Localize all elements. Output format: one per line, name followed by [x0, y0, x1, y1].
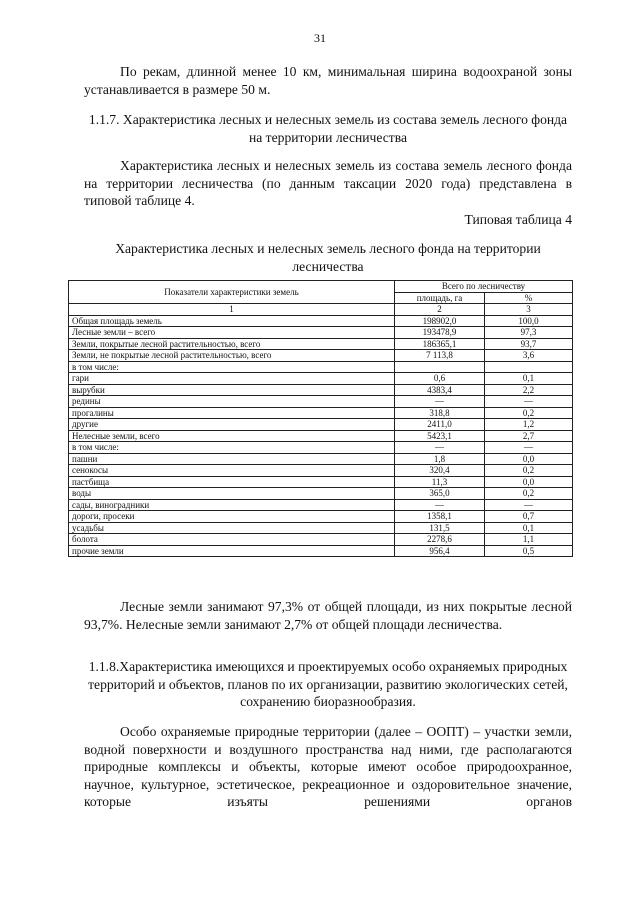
- row-pct: 0,0: [485, 453, 573, 465]
- row-label: Земли, не покрытые лесной растительностью, всего: [69, 350, 395, 362]
- row-label: другие: [69, 419, 395, 431]
- header-indicator: Показатели характеристики земель: [69, 281, 395, 304]
- row-label: прогалины: [69, 407, 395, 419]
- row-pct: 0,2: [485, 407, 573, 419]
- table-row: [69, 396, 573, 408]
- row-area: 320,4: [395, 465, 485, 477]
- row-label: в том числе:: [69, 442, 395, 454]
- row-area: 318,8: [395, 407, 485, 419]
- row-label: вырубки: [69, 384, 395, 396]
- row-pct: 0,1: [485, 373, 573, 385]
- section-heading-1-1-8: 1.1.8.Характеристика имеющихся и проектируемых особо охраняемых природных территорий и объектов, планов по их организации, развитию экологических сетей, сохранению биоразнообразия.: [88, 659, 568, 709]
- table-row: [69, 465, 573, 477]
- column-number-3: 3: [485, 304, 573, 316]
- row-area: 956,4: [395, 545, 485, 557]
- table-row: [69, 488, 573, 500]
- row-pct: 0,7: [485, 511, 573, 523]
- table-row: [69, 522, 573, 534]
- table-row: [69, 545, 573, 557]
- row-pct: 0,2: [485, 488, 573, 500]
- row-pct: 2,2: [485, 384, 573, 396]
- row-pct: 97,3: [485, 327, 573, 339]
- row-area: 186365,1: [395, 338, 485, 350]
- row-area: 11,3: [395, 476, 485, 488]
- row-label: Земли, покрытые лесной растительностью, всего: [69, 338, 395, 350]
- table-row: [69, 315, 573, 327]
- row-area: —: [395, 442, 485, 454]
- row-area: —: [395, 396, 485, 408]
- table-row: [69, 419, 573, 431]
- column-number-1: 1: [69, 304, 395, 316]
- row-pct: 2,7: [485, 430, 573, 442]
- table-column-numbers-row: [69, 304, 573, 316]
- table-row: [69, 453, 573, 465]
- table-row: [69, 373, 573, 385]
- row-pct: —: [485, 499, 573, 511]
- row-label: болота: [69, 534, 395, 546]
- table-row: [69, 384, 573, 396]
- table-body: [69, 315, 573, 557]
- table-row: [69, 430, 573, 442]
- header-area: площадь, га: [395, 292, 485, 304]
- row-area: 5423,1: [395, 430, 485, 442]
- table-header-row: [69, 281, 573, 293]
- land-characteristics-table: [68, 280, 573, 557]
- row-pct: 3,6: [485, 350, 573, 362]
- row-label: Нелесные земли, всего: [69, 430, 395, 442]
- row-area: 198902,0: [395, 315, 485, 327]
- column-number-2: 2: [395, 304, 485, 316]
- row-area: [395, 361, 485, 373]
- table-row: [69, 407, 573, 419]
- row-area: 131,5: [395, 522, 485, 534]
- row-pct: [485, 361, 573, 373]
- row-area: 193478,9: [395, 327, 485, 339]
- table-row: [69, 499, 573, 511]
- table-row: [69, 442, 573, 454]
- row-pct: 0,2: [485, 465, 573, 477]
- row-area: 0,6: [395, 373, 485, 385]
- paragraph-protected-areas: Особо охраняемые природные территории (далее – ООПТ) – участки земли, водной поверхности и воздушного пространства над ними, где располагаются природные комплексы и объекты, которые имеют особое природоохранное, научное, культурное, эстетическое, рекреационное и оздоровительное значение, которые изъяты решениями органов: [84, 724, 572, 809]
- row-pct: 0,1: [485, 522, 573, 534]
- table-row: [69, 511, 573, 523]
- row-area: 2411,0: [395, 419, 485, 431]
- table-label: Типовая таблица 4: [464, 212, 572, 227]
- table-row: [69, 327, 573, 339]
- row-label: в том числе:: [69, 361, 395, 373]
- row-label: сенокосы: [69, 465, 395, 477]
- paragraph-forest-share: Лесные земли занимают 97,3% от общей площади, из них покрытые лесной 93,7%. Нелесные земли занимают 2,7% от общей площади лесничества.: [84, 599, 572, 632]
- row-pct: 1,2: [485, 419, 573, 431]
- table-row: [69, 534, 573, 546]
- row-label: дороги, просеки: [69, 511, 395, 523]
- row-area: 2278,6: [395, 534, 485, 546]
- paragraph-table-intro: Характеристика лесных и нелесных земель из состава земель лесного фонда на территории лесничества (по данным таксации 2020 года) представлена в типовой таблице 4.: [84, 158, 572, 208]
- table-row: [69, 350, 573, 362]
- row-label: пашни: [69, 453, 395, 465]
- table-row: [69, 476, 573, 488]
- row-label: гари: [69, 373, 395, 385]
- row-area: 1358,1: [395, 511, 485, 523]
- row-label: сады, виноградники: [69, 499, 395, 511]
- row-area: 4383,4: [395, 384, 485, 396]
- row-pct: 100,0: [485, 315, 573, 327]
- table-title: Характеристика лесных и нелесных земель лесного фонда на территории лесничества: [115, 241, 541, 274]
- row-label: Общая площадь земель: [69, 315, 395, 327]
- row-pct: —: [485, 442, 573, 454]
- row-pct: 0,0: [485, 476, 573, 488]
- row-label: усадьбы: [69, 522, 395, 534]
- header-total: Всего по лесничеству: [395, 281, 573, 293]
- row-pct: 93,7: [485, 338, 573, 350]
- row-area: —: [395, 499, 485, 511]
- row-label: пастбища: [69, 476, 395, 488]
- header-pct: %: [485, 292, 573, 304]
- row-label: Лесные земли – всего: [69, 327, 395, 339]
- row-pct: 1,1: [485, 534, 573, 546]
- section-heading-1-1-7: 1.1.7. Характеристика лесных и нелесных земель из состава земель лесного фонда на территории лесничества: [88, 112, 568, 145]
- row-area: 365,0: [395, 488, 485, 500]
- row-label: прочие земли: [69, 545, 395, 557]
- page-number: 31: [314, 31, 326, 45]
- row-label: редины: [69, 396, 395, 408]
- table-row: [69, 338, 573, 350]
- row-area: 1,8: [395, 453, 485, 465]
- row-pct: —: [485, 396, 573, 408]
- table-row: [69, 361, 573, 373]
- row-pct: 0,5: [485, 545, 573, 557]
- paragraph-water-zone: По рекам, длинной менее 10 км, минимальная ширина водоохраной зоны устанавливается в размере 50 м.: [84, 64, 572, 97]
- row-area: 7 113,8: [395, 350, 485, 362]
- row-label: воды: [69, 488, 395, 500]
